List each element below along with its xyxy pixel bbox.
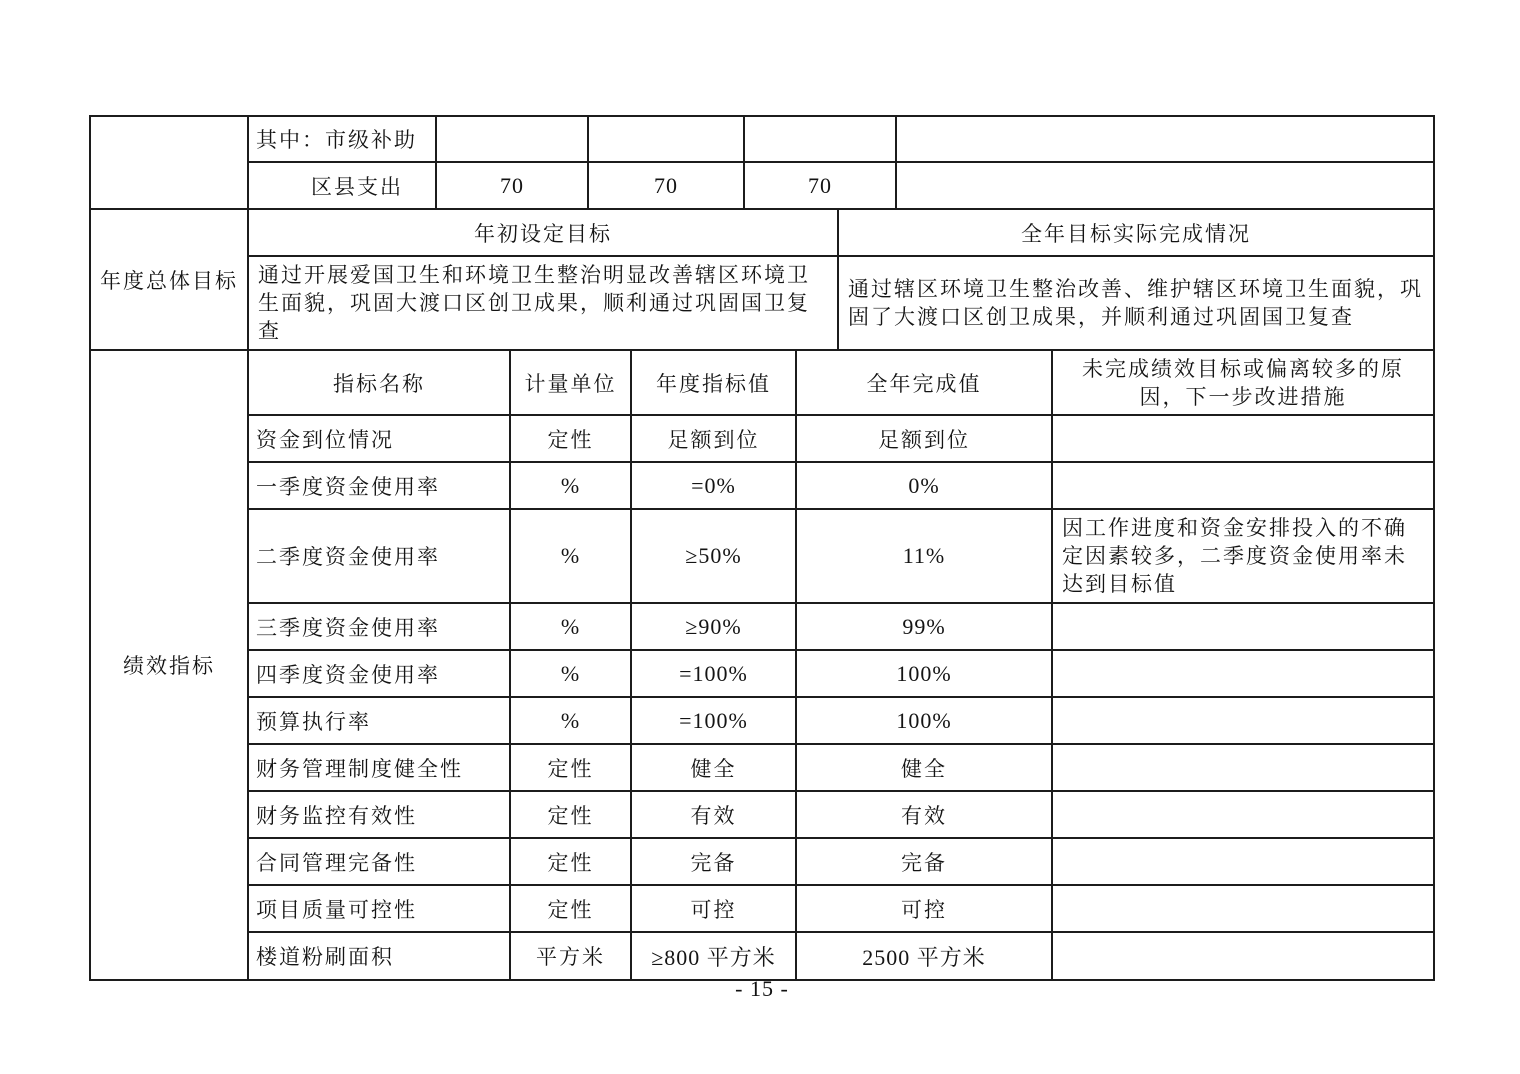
indicator-row <box>90 791 1434 838</box>
indicator-row <box>90 462 1434 509</box>
actual-goal-header: 全年目标实际完成情况 <box>838 209 1434 256</box>
indicator-row <box>90 603 1434 650</box>
indicator-name: 四季度资金使用率 <box>248 650 510 697</box>
indicator-reason <box>1052 932 1434 980</box>
indicator-reason <box>1052 462 1434 509</box>
carryover-note <box>896 162 1434 209</box>
indicator-name: 合同管理完备性 <box>248 838 510 885</box>
indicator-unit: 定性 <box>510 885 631 932</box>
indicators-section-label: 绩效指标 <box>90 350 248 980</box>
indicator-name: 楼道粉刷面积 <box>248 932 510 980</box>
indicator-target: 可控 <box>631 885 796 932</box>
indicator-target: ≥800 平方米 <box>631 932 796 980</box>
table-row <box>90 162 1434 209</box>
actual-goal-text: 通过辖区环境卫生整治改善、维护辖区环境卫生面貌，巩固了大渡口区创卫成果，并顺利通过巩固国卫复查 <box>838 256 1434 350</box>
indicator-target: =100% <box>631 650 796 697</box>
col-header-actual: 全年完成值 <box>796 350 1052 415</box>
indicator-reason <box>1052 791 1434 838</box>
indicator-actual: 2500 平方米 <box>796 932 1052 980</box>
indicator-target: 完备 <box>631 838 796 885</box>
indicator-reason: 因工作进度和资金安排投入的不确定因素较多，二季度资金使用率未达到目标值 <box>1052 509 1434 603</box>
indicator-row <box>90 509 1434 603</box>
carryover-value: 70 <box>588 162 744 209</box>
indicator-unit: 定性 <box>510 744 631 791</box>
carryover-label: 区县支出 <box>248 162 436 209</box>
indicator-name: 三季度资金使用率 <box>248 603 510 650</box>
col-header-target: 年度指标值 <box>631 350 796 415</box>
indicator-actual: 100% <box>796 650 1052 697</box>
indicator-unit: 平方米 <box>510 932 631 980</box>
annual-goal-label: 年度总体目标 <box>90 209 248 350</box>
indicator-actual: 可控 <box>796 885 1052 932</box>
col-header-reason: 未完成绩效目标或偏离较多的原因，下一步改进措施 <box>1052 350 1434 415</box>
indicator-row <box>90 650 1434 697</box>
indicator-actual: 0% <box>796 462 1052 509</box>
indicator-name: 二季度资金使用率 <box>248 509 510 603</box>
indicator-reason <box>1052 603 1434 650</box>
carryover-value: 70 <box>436 162 588 209</box>
carryover-label: 其中：市级补助 <box>248 116 436 162</box>
indicator-unit: % <box>510 462 631 509</box>
indicator-actual: 完备 <box>796 838 1052 885</box>
indicator-reason <box>1052 885 1434 932</box>
indicator-name: 财务监控有效性 <box>248 791 510 838</box>
carryover-value <box>588 116 744 162</box>
planned-goal-header: 年初设定目标 <box>248 209 838 256</box>
indicator-reason <box>1052 838 1434 885</box>
indicator-name: 财务管理制度健全性 <box>248 744 510 791</box>
indicator-actual: 99% <box>796 603 1052 650</box>
indicator-row <box>90 932 1434 980</box>
table-row <box>90 116 1434 162</box>
indicator-name: 项目质量可控性 <box>248 885 510 932</box>
indicator-reason <box>1052 650 1434 697</box>
indicator-actual: 健全 <box>796 744 1052 791</box>
indicator-row <box>90 838 1434 885</box>
indicator-target: 足额到位 <box>631 415 796 462</box>
indicator-actual: 100% <box>796 697 1052 744</box>
col-header-name: 指标名称 <box>248 350 510 415</box>
indicator-unit: % <box>510 509 631 603</box>
indicator-reason <box>1052 744 1434 791</box>
indicator-unit: 定性 <box>510 791 631 838</box>
indicator-actual: 有效 <box>796 791 1052 838</box>
indicator-reason <box>1052 415 1434 462</box>
indicator-unit: % <box>510 650 631 697</box>
planned-goal-text: 通过开展爱国卫生和环境卫生整治明显改善辖区环境卫生面貌，巩固大渡口区创卫成果，顺利通过巩固国卫复查 <box>248 256 838 350</box>
indicator-reason <box>1052 697 1434 744</box>
indicator-actual: 11% <box>796 509 1052 603</box>
indicator-name: 资金到位情况 <box>248 415 510 462</box>
indicator-name: 预算执行率 <box>248 697 510 744</box>
indicator-target: 有效 <box>631 791 796 838</box>
indicator-unit: % <box>510 697 631 744</box>
indicator-target: =100% <box>631 697 796 744</box>
indicator-actual: 足额到位 <box>796 415 1052 462</box>
indicator-unit: 定性 <box>510 838 631 885</box>
indicator-target: ≥90% <box>631 603 796 650</box>
indicator-name: 一季度资金使用率 <box>248 462 510 509</box>
indicator-row <box>90 697 1434 744</box>
indicator-target: =0% <box>631 462 796 509</box>
indicator-unit: % <box>510 603 631 650</box>
indicator-row <box>90 885 1434 932</box>
carryover-value <box>744 116 896 162</box>
table-row <box>90 256 1434 350</box>
performance-table <box>89 115 1435 981</box>
indicator-target: ≥50% <box>631 509 796 603</box>
table-row <box>90 350 1434 415</box>
carryover-value: 70 <box>744 162 896 209</box>
table-row <box>90 209 1434 256</box>
carryover-note <box>896 116 1434 162</box>
indicator-row <box>90 744 1434 791</box>
col-header-unit: 计量单位 <box>510 350 631 415</box>
carryover-value <box>436 116 588 162</box>
indicator-target: 健全 <box>631 744 796 791</box>
indicator-unit: 定性 <box>510 415 631 462</box>
carryover-section-label-cell <box>90 116 248 209</box>
page-number: - 15 - <box>735 976 789 1001</box>
indicator-row <box>90 415 1434 462</box>
